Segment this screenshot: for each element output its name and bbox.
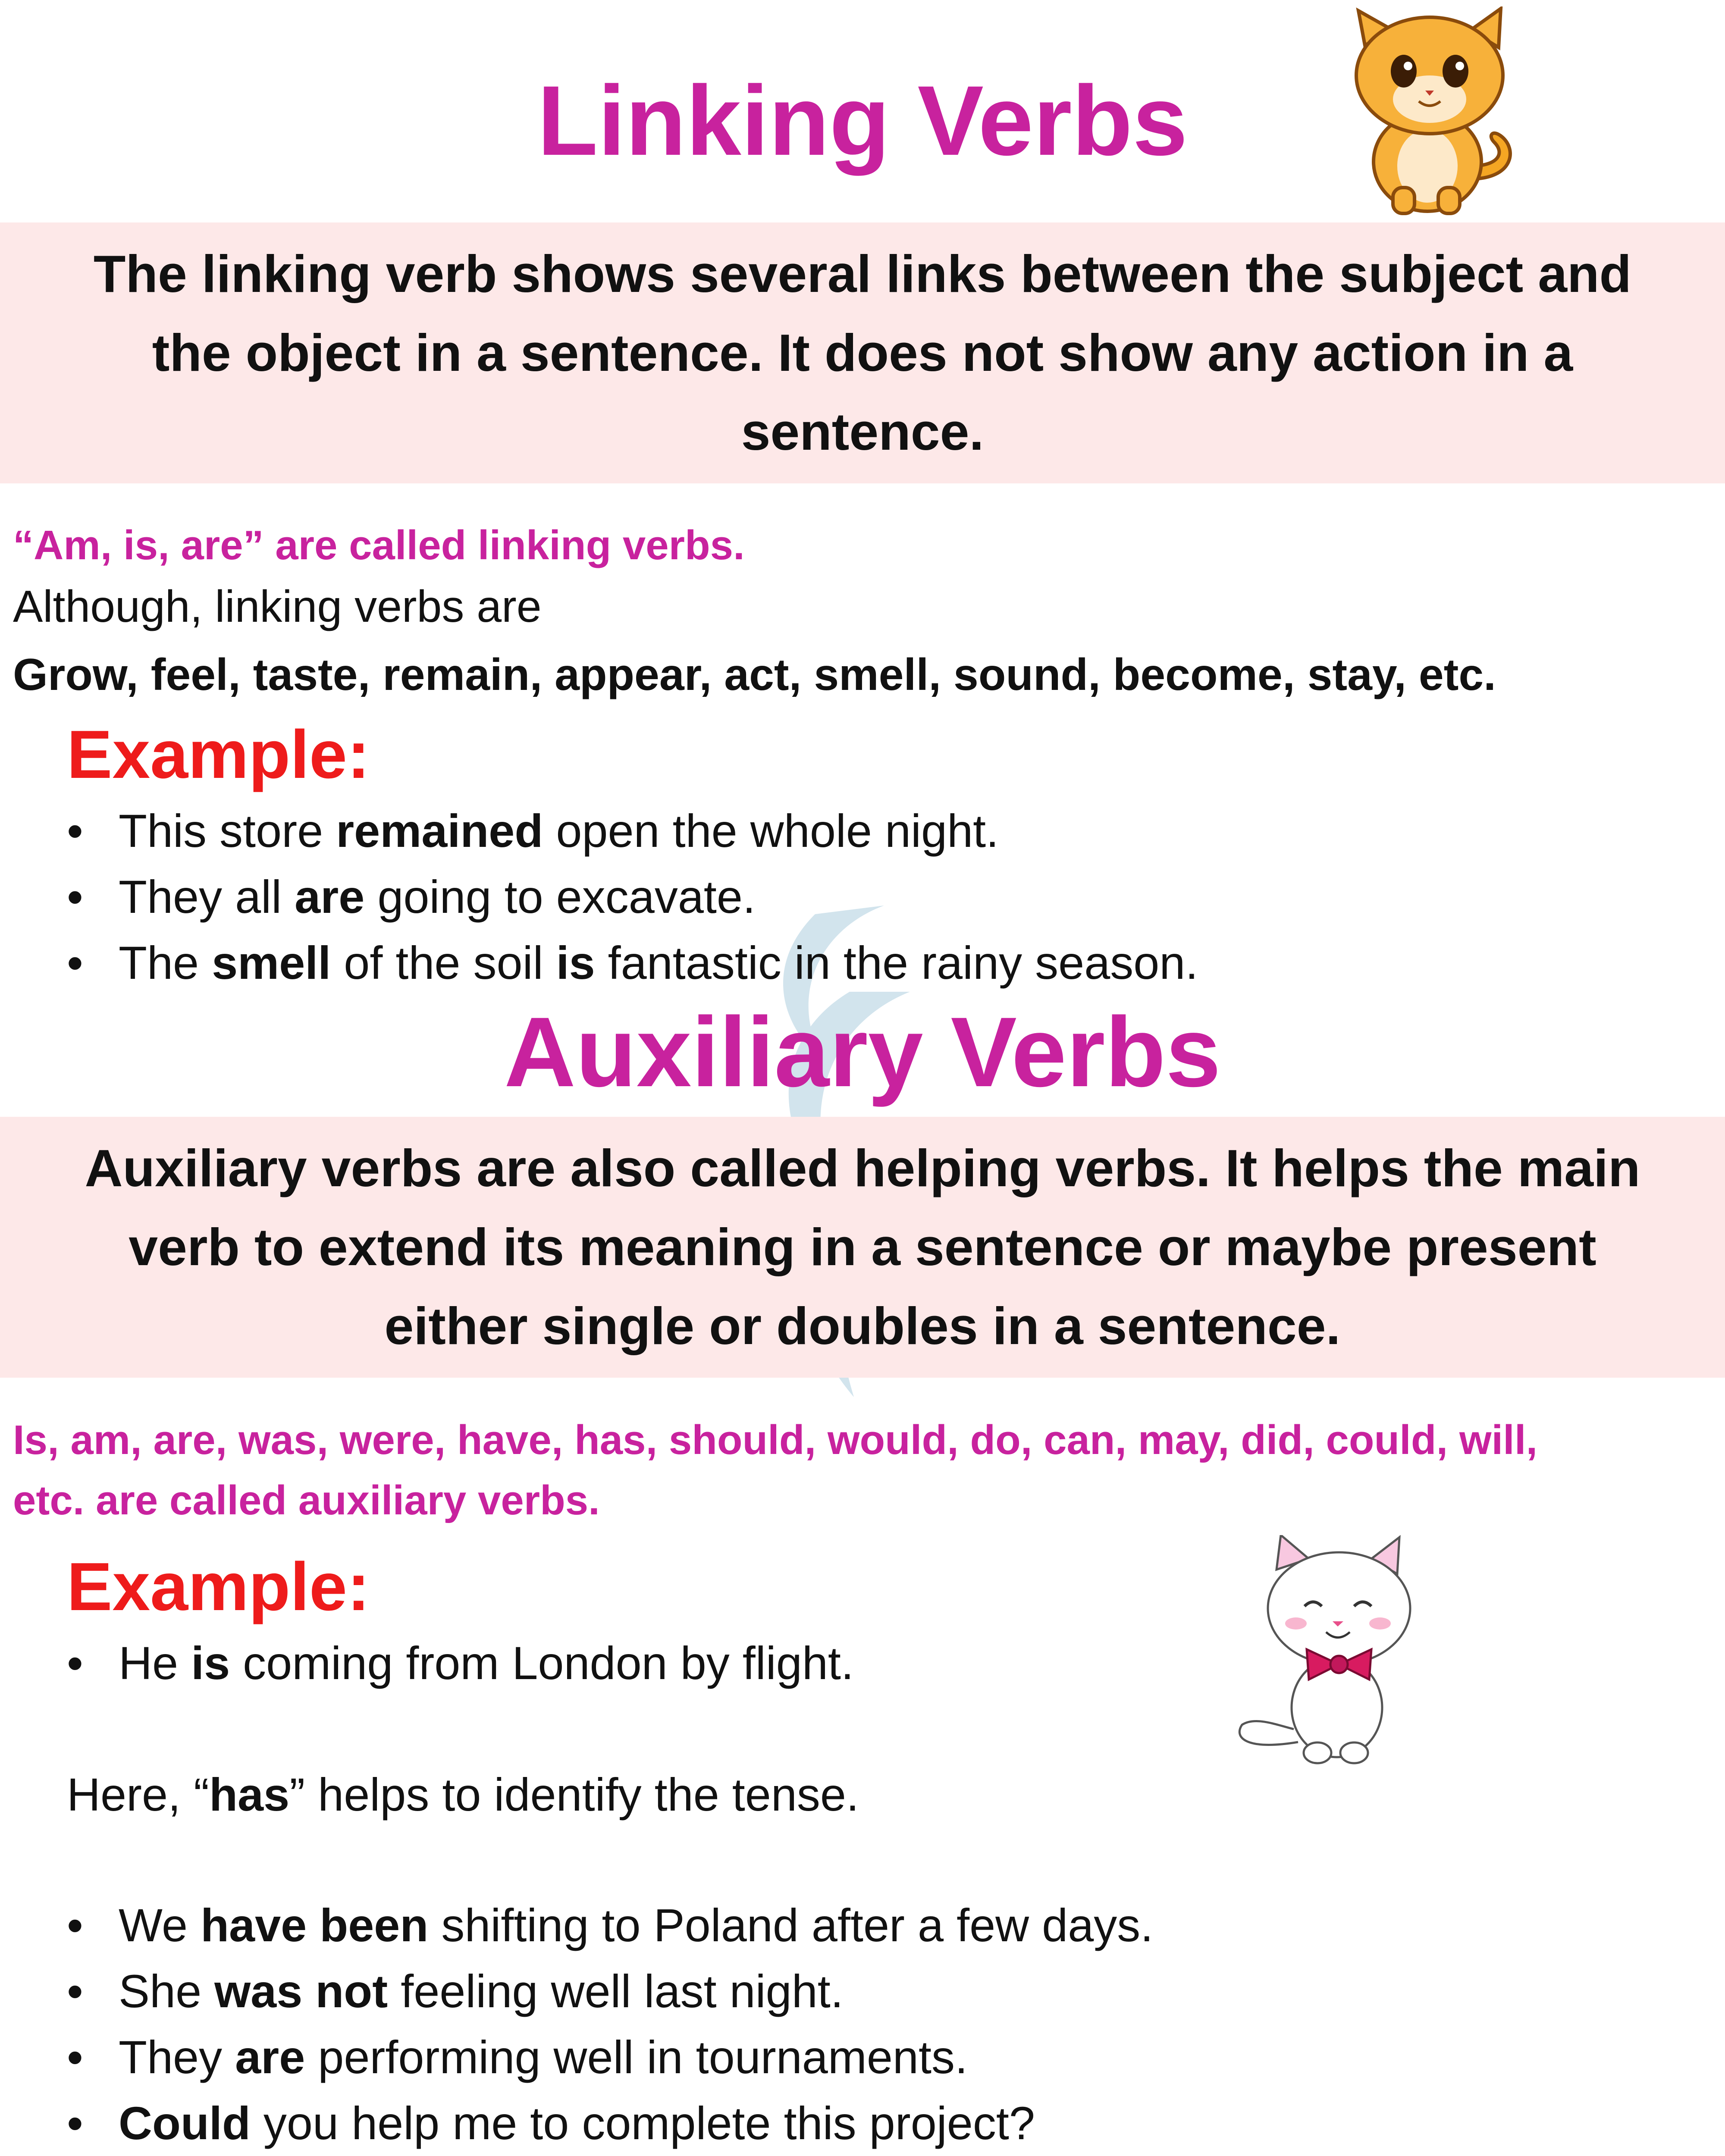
linking-verb-list: Grow, feel, taste, remain, appear, act, smell, sound, become, stay, etc. (13, 650, 1496, 700)
auxiliary-example-list (67, 1892, 1153, 2156)
linking-definition-band (0, 222, 1725, 483)
white-cat-icon (1229, 1535, 1436, 1772)
auxiliary-definition-band (0, 1117, 1725, 1378)
list-item: • The smell of the soil is fantastic in the rainy season. (67, 930, 1198, 996)
linking-example-heading: Example: (67, 717, 370, 793)
list-item: • She was not feeling well last night. (67, 1958, 1153, 2024)
list-item: • He is coming from London by flight. (67, 1630, 854, 1696)
list-item: • We have been shifting to Poland after a few days. (67, 1892, 1153, 1958)
auxiliary-list-line-1: Is, am, are, was, were, have, has, should, would, do, can, may, did, could, will, (13, 1417, 1538, 1463)
linking-example-list (67, 798, 1198, 996)
auxiliary-definition: Auxiliary verbs are also called helping verbs. It helps the main verb to extend its meaning in a sentence or maybe present either single or doubles in a sentence. (85, 1139, 1640, 1355)
linking-definition: The linking verb shows several links between the subject and the object in a sentence. It does not show any action in a sentence. (93, 244, 1632, 461)
auxiliary-list-line-2: etc. are called auxiliary verbs. (13, 1477, 600, 1523)
list-item: • They are performing well in tournaments. (67, 2024, 1153, 2090)
linking-intro-line: Although, linking verbs are (13, 582, 542, 632)
auxiliary-first-example (67, 1630, 854, 1696)
linking-called-line: “Am, is, are” are called linking verbs. (13, 522, 745, 568)
orange-cat-icon (1328, 6, 1527, 218)
auxiliary-example-heading: Example: (67, 1549, 370, 1625)
linking-title: Linking Verbs (537, 65, 1188, 176)
list-item: • This store remained open the whole night. (67, 798, 1198, 864)
list-item: • They all are going to excavate. (67, 864, 1198, 930)
auxiliary-title: Auxiliary Verbs (504, 997, 1221, 1107)
list-item: • Could you help me to complete this project? (67, 2090, 1153, 2156)
auxiliary-note: Here, “has” helps to identify the tense. (67, 1768, 859, 1821)
